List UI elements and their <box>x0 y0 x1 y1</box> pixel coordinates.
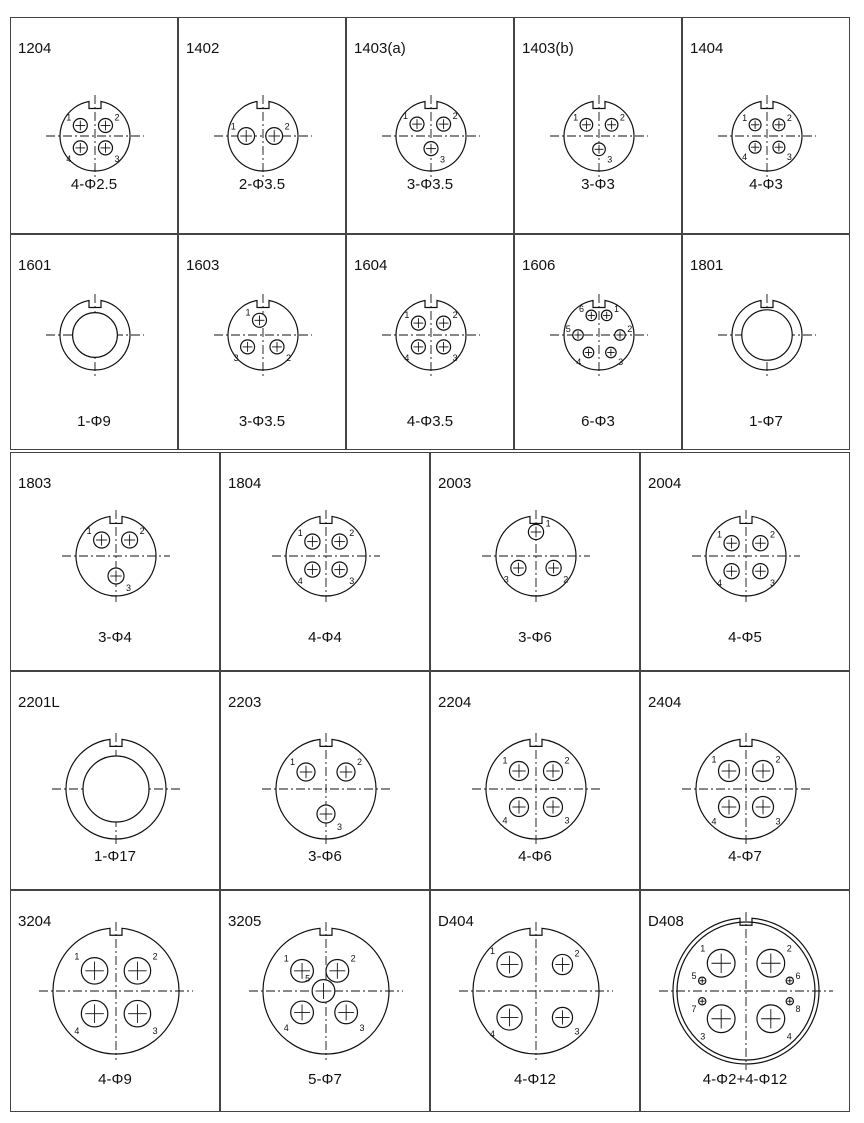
connector-code: 1404 <box>690 40 724 57</box>
pin-number-label: 1 <box>573 112 579 123</box>
connector-cell <box>220 890 430 1112</box>
contact-pin <box>332 562 354 586</box>
contact-pin <box>503 756 529 781</box>
contact-spec-label: 3-Φ3.5 <box>238 413 286 430</box>
pin-number-label: 3 <box>359 1022 365 1033</box>
connector-face-drawing <box>683 18 849 233</box>
connector-cell <box>430 890 640 1112</box>
contact-pin <box>544 798 570 826</box>
connector-cell <box>514 17 682 234</box>
contact-pin <box>615 324 633 341</box>
connector-cell <box>346 17 514 234</box>
connector-code: 1603 <box>186 257 220 274</box>
pin-number-label: 2 <box>350 953 356 964</box>
connector-cell <box>10 671 220 890</box>
pin-number-label: 2 <box>564 755 570 766</box>
contact-pin <box>786 998 800 1014</box>
contact-spec-label: 6-Φ3 <box>581 413 615 430</box>
contact-pin <box>773 141 792 162</box>
pin-number-label: 1 <box>230 121 236 132</box>
pin-number-label: 2 <box>284 121 290 132</box>
pin-number-label: 3 <box>607 154 613 165</box>
pin-number-label: 5 <box>565 323 571 334</box>
contact-pin <box>700 1005 735 1042</box>
pin-number-label: 3 <box>786 152 792 163</box>
contact-spec-label: 5-Φ7 <box>308 1071 342 1088</box>
pin-number-label: 4 <box>711 816 717 827</box>
pin-number-label: 2 <box>452 310 458 321</box>
connector-code: 1601 <box>18 257 52 274</box>
contact-spec-label: 4-Φ4 <box>308 629 342 646</box>
pin-number-label: 2 <box>786 112 792 123</box>
pin-number-label: 4 <box>489 1029 495 1040</box>
pin-number-label: 3 <box>337 822 343 832</box>
contact-pin <box>576 347 594 367</box>
pin-number-label: 3 <box>700 1031 706 1042</box>
pin-number-label: 1 <box>717 529 723 540</box>
contact-pin <box>74 1000 107 1035</box>
pin-number-label: 3 <box>440 154 446 165</box>
pin-number-label: 1 <box>290 757 296 767</box>
contact-pin <box>290 757 315 781</box>
contact-pin <box>692 998 706 1014</box>
contact-pin-circle <box>83 756 149 822</box>
connector-code: 2003 <box>438 475 472 492</box>
connector-face-drawing <box>515 18 681 233</box>
pin-number-label: 8 <box>795 1003 801 1014</box>
contact-spec-label: 3-Φ6 <box>518 629 552 646</box>
connector-face-drawing <box>347 18 513 233</box>
contact-pin <box>757 1005 792 1042</box>
contact-pin <box>87 526 110 548</box>
connector-code: 1606 <box>522 257 556 274</box>
pin-number-label: 5 <box>691 971 697 982</box>
pin-number-label: 3 <box>775 816 781 827</box>
pin-number-label: 3 <box>452 352 458 363</box>
pin-number-label: 3 <box>126 583 132 593</box>
contact-pin <box>606 347 624 367</box>
connector-code: D404 <box>438 913 474 930</box>
connector-code: 2404 <box>648 694 682 711</box>
connector-cell <box>430 671 640 890</box>
contact-pin <box>124 952 157 984</box>
pin-number-label: 2 <box>775 754 781 765</box>
contact-pin <box>712 797 740 827</box>
contact-pin <box>437 111 458 131</box>
connector-code: 1403(b) <box>522 40 574 57</box>
contact-pin <box>73 313 118 358</box>
pin-number-label: 1 <box>700 943 706 954</box>
pin-number-label: 2 <box>152 951 158 962</box>
pin-number-label: 1 <box>297 528 303 538</box>
connector-cell <box>178 17 346 234</box>
pin-number-label: 3 <box>349 576 355 587</box>
contact-pin <box>601 304 619 321</box>
pin-number-label: 2 <box>574 948 580 959</box>
contact-pin <box>437 340 458 363</box>
connector-cell <box>220 671 430 890</box>
contact-spec-label: 2-Φ3.5 <box>238 176 286 193</box>
pin-number-label: 1 <box>86 526 92 536</box>
contact-pin <box>74 952 107 984</box>
contact-spec-label: 4-Φ7 <box>728 848 762 865</box>
pin-number-label: 2 <box>786 943 792 954</box>
connector-cell <box>640 452 850 671</box>
contact-spec-label: 3-Φ3 <box>581 176 615 193</box>
contact-pin <box>503 798 529 826</box>
connector-cell <box>178 234 346 450</box>
connector-code: 1604 <box>354 257 388 274</box>
pin-number-label: 1 <box>403 111 409 122</box>
connector-code: D408 <box>648 913 684 930</box>
pin-number-label: 4 <box>74 1025 80 1036</box>
contact-pin <box>593 143 613 165</box>
pin-number-label: 4 <box>404 352 410 363</box>
connector-code: 1403(a) <box>354 40 406 57</box>
pin-number-label: 4 <box>283 1022 289 1033</box>
contact-spec-label: 1-Φ9 <box>77 413 111 430</box>
connector-code: 2203 <box>228 694 262 711</box>
contact-pin <box>404 340 425 363</box>
connector-cell <box>10 890 220 1112</box>
contact-pin <box>504 560 526 584</box>
contact-pin <box>326 954 356 983</box>
pin-number-label: 2 <box>114 112 120 123</box>
connector-cell <box>10 234 178 450</box>
contact-pin <box>337 757 362 781</box>
connector-cell <box>640 890 850 1112</box>
contact-pin <box>742 310 792 360</box>
contact-pin <box>544 756 570 781</box>
connector-code: 3204 <box>18 913 52 930</box>
connector-cell <box>682 234 850 450</box>
contact-pin <box>566 324 584 341</box>
pin-number-label: 3 <box>233 352 239 363</box>
pin-number-label: 4 <box>742 152 748 163</box>
contact-pin <box>66 113 87 133</box>
contact-pin <box>753 530 775 551</box>
contact-spec-label: 4-Φ3 <box>749 176 783 193</box>
connector-cell <box>10 452 220 671</box>
connector-cell <box>640 671 850 890</box>
contact-pin <box>108 568 131 593</box>
contact-pin <box>231 122 255 145</box>
pin-number-label: 4 <box>786 1031 792 1042</box>
contact-pin <box>717 530 739 551</box>
contact-spec-label: 4-Φ3.5 <box>406 413 454 430</box>
contact-pin <box>270 340 291 363</box>
connector-face-drawing <box>11 18 177 233</box>
contact-pin <box>246 307 267 327</box>
connector-cell <box>682 17 850 234</box>
contact-spec-label: 3-Φ3.5 <box>406 176 454 193</box>
pin-number-label: 1 <box>489 945 495 956</box>
contact-pin <box>332 528 354 549</box>
pin-number-label: 5 <box>305 973 311 984</box>
contact-pin <box>573 113 593 132</box>
contact-pin <box>284 1001 314 1033</box>
contact-spec-label: 4-Φ2.5 <box>70 176 118 193</box>
pin-number-label: 1 <box>613 304 619 315</box>
contact-pin-circle <box>742 310 792 360</box>
pin-number-label: 2 <box>452 111 458 122</box>
connector-cell <box>430 452 640 671</box>
pin-number-label: 4 <box>297 576 303 587</box>
pin-number-label: 3 <box>114 153 120 164</box>
contact-spec-label: 4-Φ9 <box>98 1071 132 1088</box>
contact-pin <box>437 310 458 330</box>
pin-number-label: 2 <box>139 526 145 536</box>
connector-code: 1803 <box>18 475 52 492</box>
pin-number-label: 1 <box>74 951 80 962</box>
pin-number-label: 6 <box>795 971 801 982</box>
contact-spec-label: 3-Φ6 <box>308 848 342 865</box>
contact-pin <box>786 971 800 984</box>
contact-pin <box>546 560 568 584</box>
contact-pin <box>579 304 597 321</box>
pin-number-label: 2 <box>619 112 625 123</box>
contact-pin <box>83 756 149 822</box>
contact-spec-label: 4-Φ2+4-Φ12 <box>702 1071 788 1088</box>
contact-pin <box>298 528 320 549</box>
contact-pin <box>742 113 761 131</box>
contact-pin <box>692 971 706 984</box>
contact-pin <box>335 1001 365 1033</box>
connector-cell <box>10 17 178 234</box>
contact-pin <box>528 518 550 539</box>
connector-cell <box>514 234 682 450</box>
pin-number-label: 3 <box>152 1025 158 1036</box>
contact-spec-label: 4-Φ5 <box>728 629 762 646</box>
pin-number-label: 1 <box>545 518 551 529</box>
contact-pin <box>404 310 425 330</box>
connector-code: 3205 <box>228 913 262 930</box>
pin-number-label: 2 <box>286 352 292 363</box>
pin-number-label: 2 <box>627 323 633 334</box>
pin-number-label: 3 <box>574 1026 580 1037</box>
pin-number-label: 2 <box>770 529 776 540</box>
contact-pin <box>124 1000 157 1035</box>
contact-pin <box>266 122 290 145</box>
contact-spec-label: 1-Φ17 <box>94 848 136 865</box>
contact-pin <box>234 340 255 363</box>
connector-cell <box>346 234 514 450</box>
pin-number-label: 1 <box>502 755 508 766</box>
connector-code: 2004 <box>648 475 682 492</box>
connector-cell <box>220 452 430 671</box>
pin-number-label: 2 <box>349 528 355 538</box>
contact-pin <box>753 755 781 782</box>
contact-spec-label: 4-Φ12 <box>514 1071 556 1088</box>
connector-face-drawing <box>179 18 345 233</box>
pin-number-label: 3 <box>503 574 509 585</box>
contact-pin <box>490 946 522 977</box>
pin-number-label: 6 <box>579 304 585 315</box>
contact-pin <box>403 111 424 131</box>
pin-number-label: 3 <box>564 815 570 826</box>
contact-pin <box>122 526 145 548</box>
pin-number-label: 4 <box>502 815 508 826</box>
connector-code: 1402 <box>186 40 220 57</box>
pin-number-label: 3 <box>618 356 624 367</box>
connector-code: 1801 <box>690 257 724 274</box>
contact-pin <box>99 141 120 164</box>
contact-pin <box>552 1007 579 1036</box>
pin-number-label: 2 <box>357 757 363 767</box>
contact-pin <box>317 805 342 832</box>
pin-number-label: 3 <box>770 577 776 588</box>
contact-pin <box>773 113 792 131</box>
contact-pin <box>605 113 625 132</box>
contact-pin <box>424 142 445 165</box>
connector-code: 1804 <box>228 475 262 492</box>
pin-number-label: 1 <box>66 112 72 123</box>
connector-code: 2204 <box>438 694 472 711</box>
contact-pin <box>552 948 579 974</box>
contact-pin <box>700 943 735 977</box>
pin-number-label: 1 <box>245 307 251 318</box>
contact-pin <box>490 1005 522 1039</box>
contact-pin <box>753 797 781 827</box>
pin-number-label: 1 <box>711 754 717 765</box>
pin-number-label: 2 <box>563 574 569 585</box>
contact-pin-circle <box>73 313 118 358</box>
pin-number-label: 7 <box>691 1003 697 1014</box>
contact-pin <box>298 562 320 586</box>
pin-number-label: 4 <box>717 577 723 588</box>
contact-spec-label: 1-Φ7 <box>749 413 783 430</box>
contact-pin <box>717 564 739 588</box>
pin-number-label: 1 <box>283 953 289 964</box>
contact-pin <box>757 943 792 977</box>
connector-code: 1204 <box>18 40 52 57</box>
contact-spec-label: 4-Φ6 <box>518 848 552 865</box>
pin-number-label: 1 <box>404 310 410 321</box>
contact-pin <box>99 113 120 133</box>
contact-pin <box>712 755 740 782</box>
connector-code: 2201L <box>18 694 60 711</box>
pin-number-label: 1 <box>742 112 748 123</box>
pin-number-label: 4 <box>576 356 582 367</box>
contact-spec-label: 3-Φ4 <box>98 629 132 646</box>
contact-pin <box>753 564 775 588</box>
pin-number-label: 4 <box>66 153 72 164</box>
contact-pin <box>742 141 761 162</box>
contact-pin <box>66 141 87 164</box>
